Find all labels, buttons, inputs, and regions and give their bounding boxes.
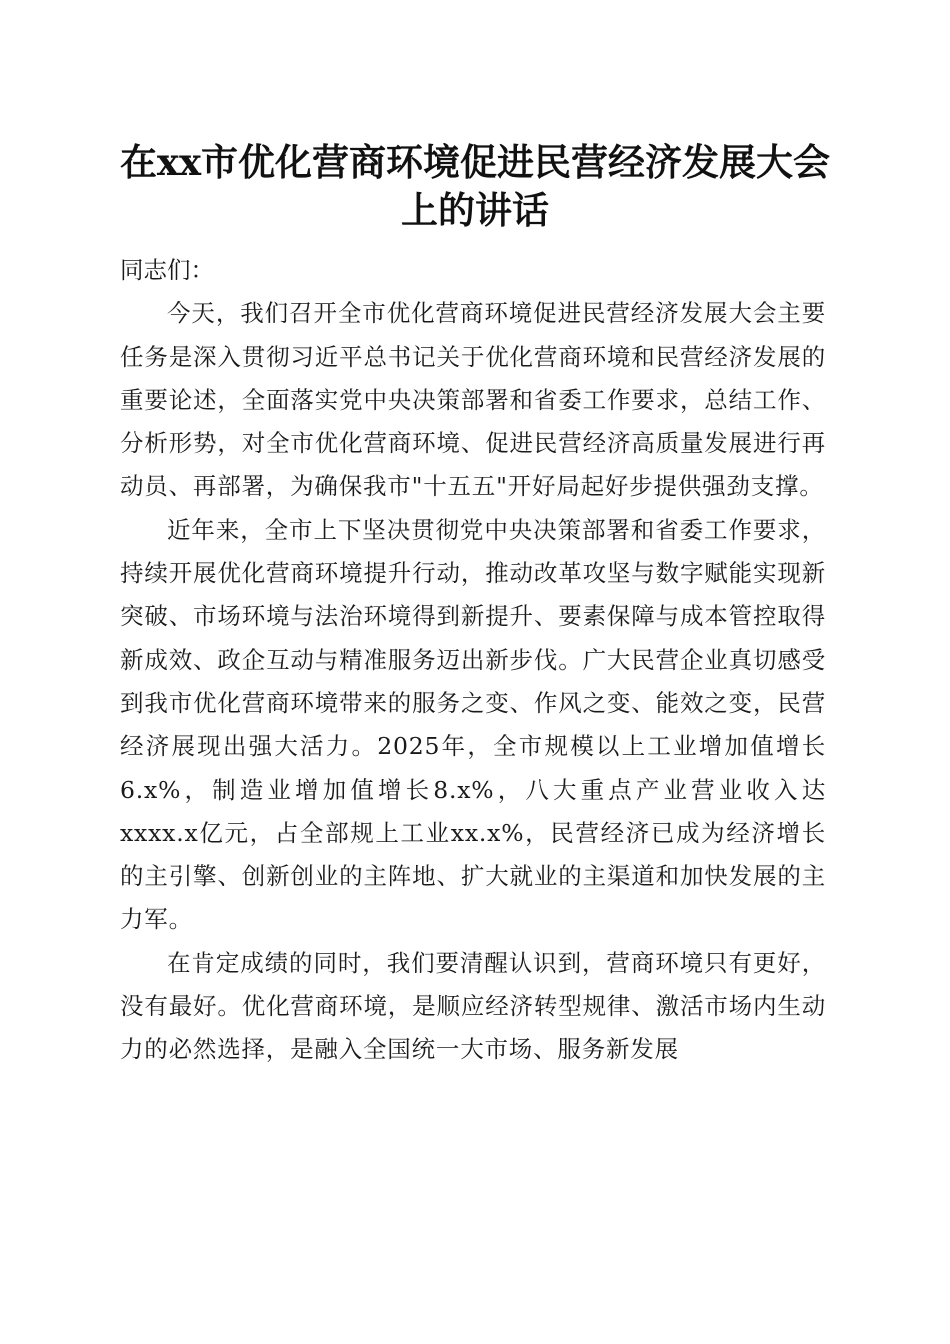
paragraph-2: 近年来，全市上下坚决贯彻党中央决策部署和省委工作要求，持续开展优化营商环境提升行动，推动改革攻坚与数字赋能实现新突破、市场环境与法治环境得到新提升、要素保障与成本管控取得新成效、政企互动与精准服务迈出新步伐。广大民营企业真切感受到我市优化营商环境带来的服务之变、作风之变、能效之变，民营经济展现出强大活力。2025年，全市规模以上工业增加值增长6.x%，制造业增加值增长8.x%，八大重点产业营业收入达xxxx.x亿元，占全部规上工业xx.x%，民营经济已成为经济增长的主引擎、创新创业的主阵地、扩大就业的主渠道和加快发展的主力军。 xyxy=(120,515,826,934)
title-line-2: 上的讲话 xyxy=(401,188,549,232)
title-line-1: 在xx市优化营商环境促进民营经济发展大会 xyxy=(119,140,831,184)
paragraph-3: 在肯定成绩的同时，我们要清醒认识到，营商环境只有更好，没有最好。优化营商环境，是顺应经济转型规律、激活市场内生动力的必然选择，是融入全国统一大市场、服务新发展 xyxy=(120,948,826,1064)
salutation: 同志们： xyxy=(120,256,214,284)
document-body xyxy=(120,249,826,1072)
paragraph-1: 今天，我们召开全市优化营商环境促进民营经济发展大会主要任务是深入贯彻习近平总书记关于优化营商环境和民营经济发展的重要论述，全面落实党中央决策部署和省委工作要求，总结工作、分析形势，对全市优化营商环境、促进民营经济高质量发展进行再动员、再部署，为确保我市"十五五"开好局起好步提供强劲支撑。 xyxy=(120,299,826,501)
document-title xyxy=(100,138,850,234)
